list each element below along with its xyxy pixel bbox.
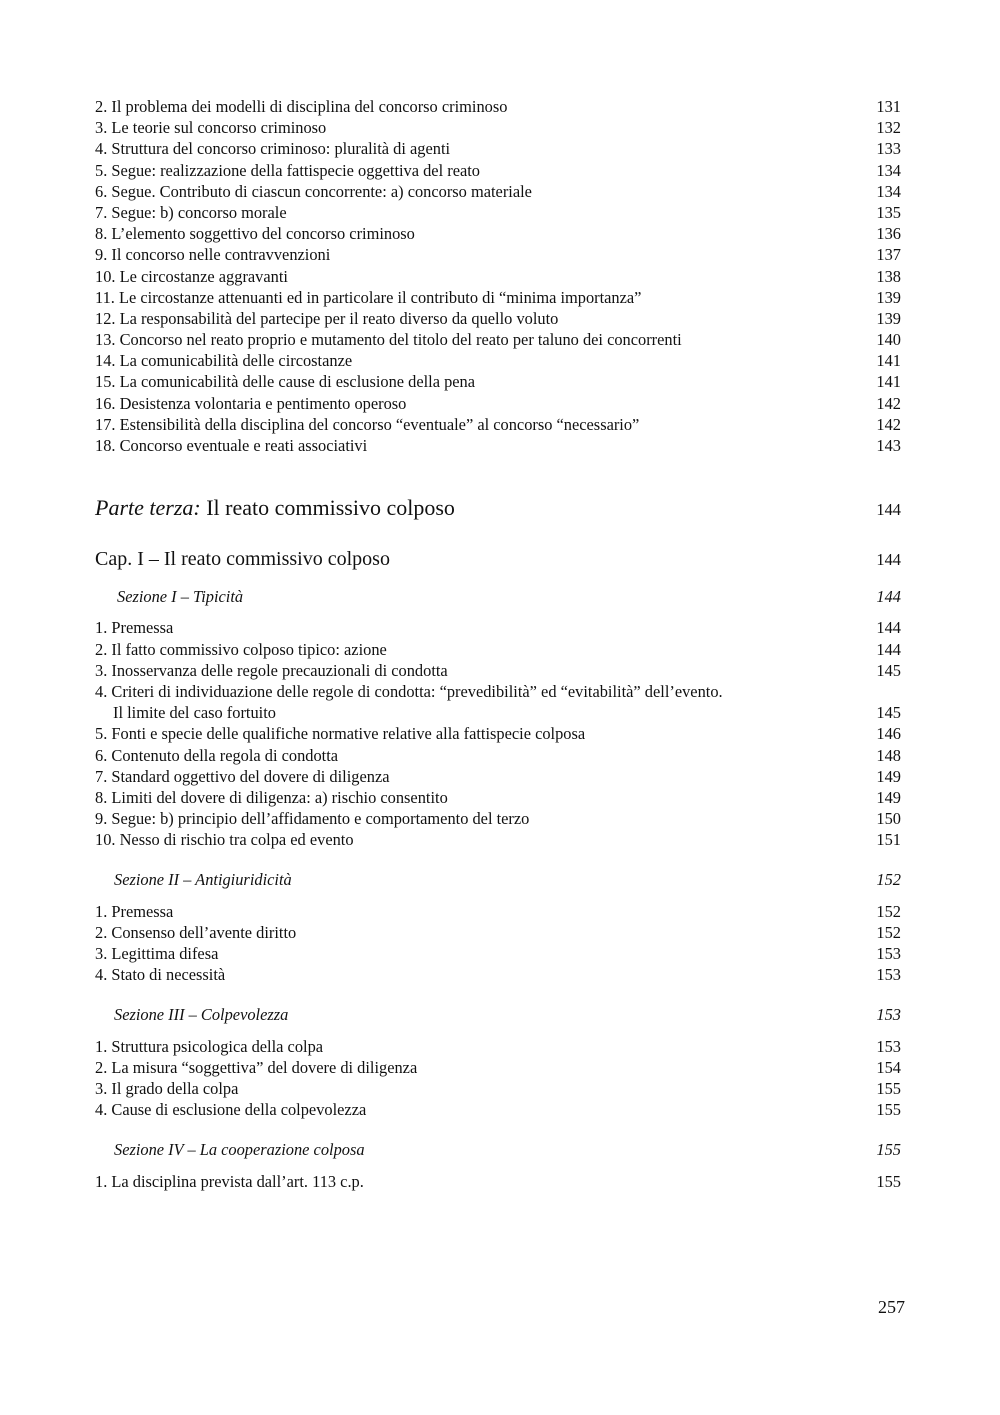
- toc-entry-page: 134: [876, 160, 901, 180]
- toc-entry-page: 145: [876, 703, 901, 723]
- toc-entry-page: 144: [876, 639, 901, 659]
- toc-entry-title: 10. Nesso di rischio tra colpa ed evento: [95, 830, 354, 850]
- toc-entry-title: 5. Segue: realizzazione della fattispecie oggettiva del reato: [95, 160, 480, 180]
- toc-entry: [95, 1099, 905, 1120]
- toc-chapter-heading: [95, 546, 905, 572]
- toc-entry-title: 1. Struttura psicologica della colpa: [95, 1036, 324, 1056]
- toc-entry-title: 5. Fonti e specie delle qualifiche normative relative alla fattispecie colposa: [95, 724, 586, 744]
- toc-entry: [95, 681, 905, 702]
- toc-entry-title: 2. La misura “soggettiva” del dovere di diligenza: [95, 1057, 418, 1077]
- toc-entry: [95, 639, 905, 660]
- toc-entry-title: 9. Segue: b) principio dell’affidamento e comportamento del terzo: [95, 809, 530, 829]
- toc-entry-title: 7. Standard oggettivo del dovere di diligenza: [95, 766, 390, 786]
- toc-entry: [95, 617, 905, 638]
- toc-entry-page: 153: [876, 944, 901, 963]
- toc-entry-title: 6. Segue. Contributo di ciascun concorrente: a) concorso materiale: [95, 181, 532, 201]
- toc-entry-page: 145: [876, 660, 901, 680]
- toc-section-heading: [95, 1139, 905, 1160]
- toc-entry-title: 3. Legittima difesa: [95, 944, 219, 963]
- toc-section-heading: [95, 586, 905, 607]
- toc-entry-title: 8. L’elemento soggettivo del concorso criminoso: [95, 224, 415, 244]
- toc-entry: [95, 202, 905, 223]
- toc-entry-page: 155: [876, 1171, 901, 1191]
- toc-entry: [95, 964, 905, 985]
- toc-entry: [95, 414, 905, 435]
- toc-entry-title: 16. Desistenza volontaria e pentimento operoso: [95, 393, 407, 413]
- toc-entry: [95, 350, 905, 371]
- toc-entry-page: 138: [876, 266, 901, 286]
- toc-entry-title: Il limite del caso fortuito: [113, 703, 276, 723]
- toc-entry: [95, 1057, 905, 1078]
- toc-entry-title: 15. La comunicabilità delle cause di esclusione della pena: [95, 372, 476, 392]
- table-of-contents: [95, 96, 905, 1192]
- toc-entry: [95, 943, 905, 964]
- toc-entry-page: 146: [876, 724, 901, 744]
- toc-entry: [95, 96, 905, 117]
- chapter-title: Cap. I – Il reato commissivo colposo: [95, 548, 390, 571]
- toc-entry-title: 3. Il grado della colpa: [95, 1078, 239, 1098]
- toc-entry-title: 3. Inosservanza delle regole precauzionali di condotta: [95, 660, 448, 680]
- toc-entry-title: 9. Il concorso nelle contravvenzioni: [95, 245, 331, 265]
- toc-section-heading: [95, 869, 905, 890]
- toc-entry-page: 154: [876, 1057, 901, 1077]
- toc-entry-title: 2. Il problema dei modelli di disciplina del concorso criminoso: [95, 97, 508, 116]
- toc-entry: [95, 702, 905, 723]
- toc-entry-title: 18. Concorso eventuale e reati associativi: [95, 436, 368, 455]
- toc-entry-page: 149: [876, 787, 901, 807]
- toc-entry-title: 1. Premessa: [95, 618, 174, 638]
- toc-entry-page: 135: [876, 202, 901, 222]
- toc-entry-page: 141: [876, 351, 901, 371]
- toc-entry: [95, 371, 905, 392]
- toc-entry-page: 139: [876, 308, 901, 328]
- toc-entry-title: 4. Stato di necessità: [95, 965, 226, 985]
- toc-entry-title: 2. Consenso dell’avente diritto: [95, 922, 297, 942]
- toc-entry: [95, 160, 905, 181]
- toc-entry-title: 1. La disciplina prevista dall’art. 113 c.p.: [95, 1171, 364, 1191]
- toc-entries-concorso: [95, 96, 905, 456]
- toc-entry: [95, 787, 905, 808]
- toc-part-heading: [95, 494, 905, 522]
- toc-entry-page: 153: [876, 965, 901, 985]
- page-number: 257: [878, 1297, 905, 1317]
- toc-entry: [95, 829, 905, 850]
- toc-entry: [95, 766, 905, 787]
- toc-entry-title: 13. Concorso nel reato proprio e mutamento del titolo del reato per taluno dei concorrenti: [95, 330, 682, 350]
- toc-entry-page: 151: [876, 830, 901, 850]
- toc-entry-page: 148: [876, 745, 901, 765]
- toc-entry-title: 14. La comunicabilità delle circostanze: [95, 351, 353, 371]
- toc-entry-page: 142: [876, 393, 901, 413]
- toc-entry-title: 10. Le circostanze aggravanti: [95, 266, 288, 286]
- toc-entry-title: 2. Il fatto commissivo colposo tipico: azione: [95, 639, 387, 659]
- toc-entry: [95, 435, 905, 456]
- toc-entry: [95, 745, 905, 766]
- toc-entry-page: 132: [876, 118, 901, 138]
- toc-entry-page: 153: [876, 1005, 901, 1025]
- toc-entry-page: 139: [876, 287, 901, 307]
- toc-entry-page: 155: [876, 1140, 901, 1160]
- toc-entry-title: Sezione II – Antigiuridicità: [114, 870, 292, 890]
- toc-entry-page: 131: [876, 97, 901, 116]
- toc-entry: [95, 138, 905, 159]
- chapter-page: 144: [876, 550, 901, 570]
- toc-entry-title: 4. Struttura del concorso criminoso: pluralità di agenti: [95, 139, 451, 159]
- toc-entry-title: 7. Segue: b) concorso morale: [95, 202, 287, 222]
- toc-entry: [95, 244, 905, 265]
- toc-entry-page: 142: [876, 414, 901, 434]
- toc-entry-title: 1. Premessa: [95, 901, 174, 921]
- toc-entry: [95, 1078, 905, 1099]
- toc-entry-title: 6. Contenuto della regola di condotta: [95, 745, 339, 765]
- toc-entry: [95, 223, 905, 244]
- toc-entry: [95, 117, 905, 138]
- toc-sections: [95, 586, 905, 1192]
- toc-entry: [95, 393, 905, 414]
- toc-entry-title: 17. Estensibilità della disciplina del concorso “eventuale” al concorso “necessario”: [95, 414, 640, 434]
- toc-entry-title: Sezione I – Tipicità: [117, 587, 244, 607]
- toc-entry-page: 141: [876, 372, 901, 392]
- toc-entry-page: 152: [876, 870, 901, 890]
- toc-entry: [95, 808, 905, 829]
- toc-entry: [95, 181, 905, 202]
- toc-entry: [95, 308, 905, 329]
- toc-entry-page: 144: [876, 618, 901, 638]
- toc-entry: [95, 901, 905, 922]
- toc-entry: [95, 922, 905, 943]
- part-page: 144: [876, 500, 901, 520]
- toc-entry: [95, 329, 905, 350]
- toc-entry-page: 152: [876, 922, 901, 942]
- toc-entry-page: 140: [876, 330, 901, 350]
- toc-entry: [95, 723, 905, 744]
- toc-entry-title: Sezione IV – La cooperazione colposa: [114, 1140, 365, 1160]
- toc-entry-title: 3. Le teorie sul concorso criminoso: [95, 118, 327, 138]
- toc-entry-page: 137: [876, 245, 901, 265]
- toc-entry-title: 8. Limiti del dovere di diligenza: a) rischio consentito: [95, 787, 448, 807]
- toc-entry-title: Sezione III – Colpevolezza: [114, 1005, 289, 1025]
- toc-entry: [95, 266, 905, 287]
- toc-entry-page: 153: [876, 1036, 901, 1056]
- toc-entry: [95, 660, 905, 681]
- toc-entry-page: 149: [876, 766, 901, 786]
- toc-entry-page: 144: [876, 587, 901, 607]
- toc-entry-page: 143: [876, 436, 901, 455]
- toc-entry-page: 150: [876, 809, 901, 829]
- toc-entry: [95, 1171, 905, 1192]
- toc-entry-title: 11. Le circostanze attenuanti ed in particolare il contributo di “minima importanza”: [95, 287, 642, 307]
- toc-entry-page: 136: [876, 224, 901, 244]
- toc-section-heading: [95, 1004, 905, 1025]
- toc-entry-page: 133: [876, 139, 901, 159]
- toc-entry-page: 134: [876, 181, 901, 201]
- toc-entry-page: 155: [876, 1078, 901, 1098]
- toc-entry: [95, 287, 905, 308]
- toc-entry-page: 152: [876, 901, 901, 921]
- toc-entry-page: 155: [876, 1100, 901, 1120]
- part-title: Parte terza: Il reato commissivo colposo: [95, 495, 455, 521]
- toc-entry: [95, 1036, 905, 1057]
- toc-entry-title: 4. Criteri di individuazione delle regole di condotta: “prevedibilità” ed “evitabilità” dell’evento.: [95, 681, 723, 701]
- toc-entry-title: 4. Cause di esclusione della colpevolezza: [95, 1100, 367, 1120]
- toc-entry-title: 12. La responsabilità del partecipe per il reato diverso da quello voluto: [95, 308, 559, 328]
